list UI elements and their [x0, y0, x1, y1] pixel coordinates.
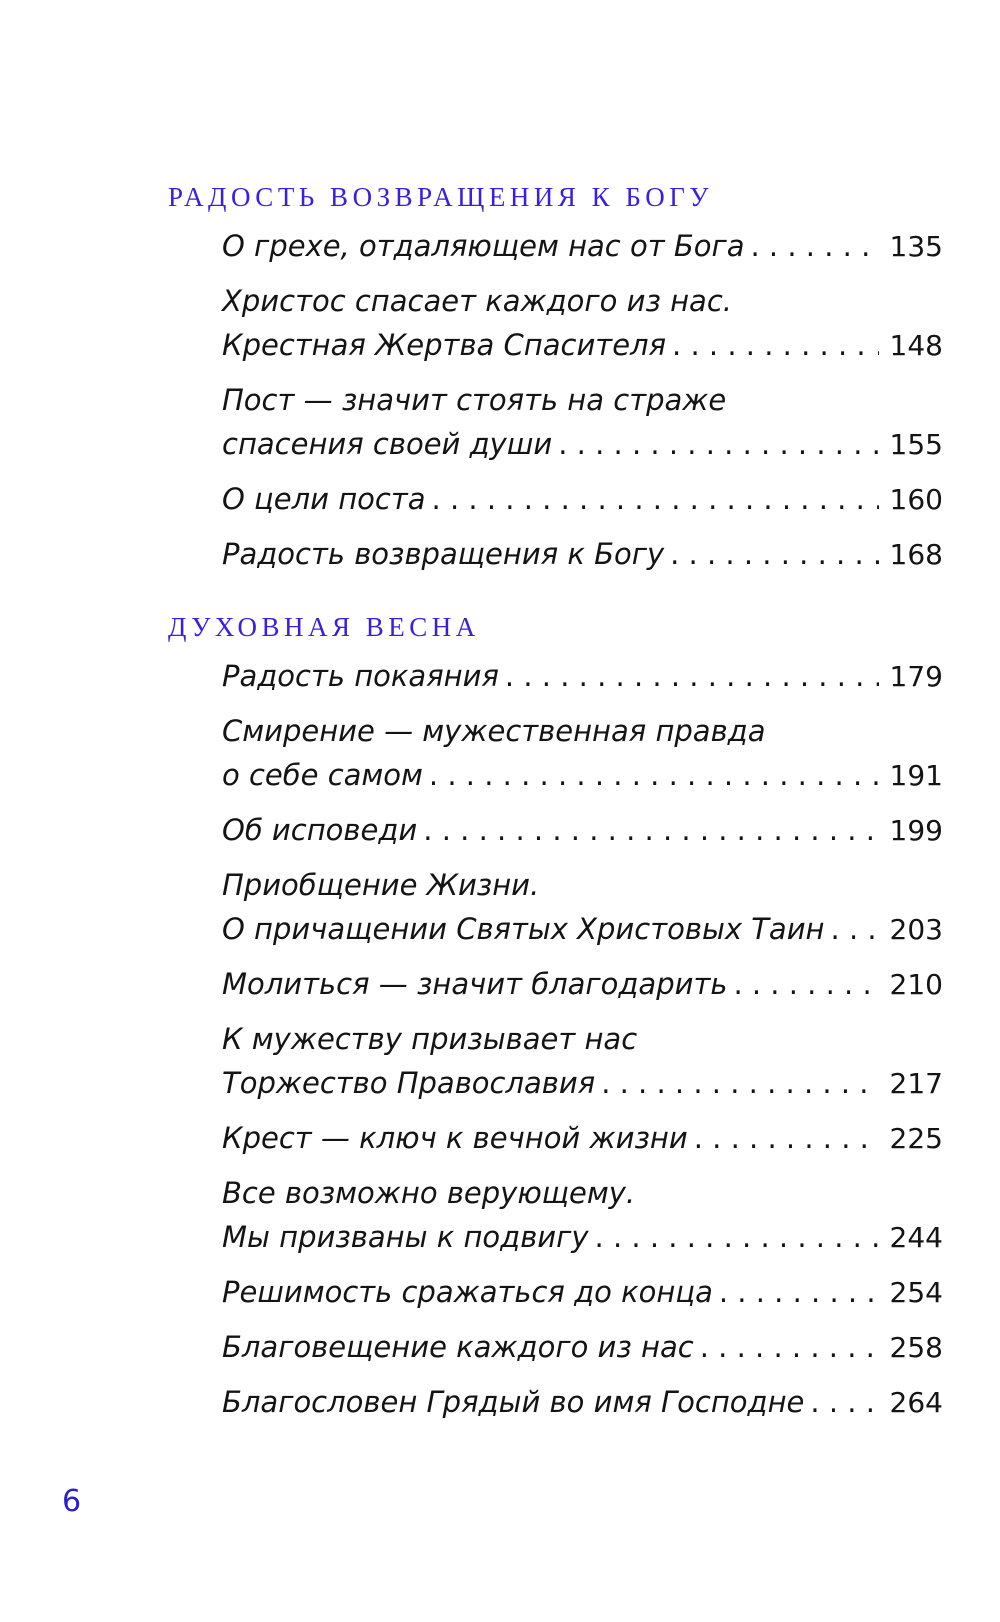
toc-entry-title: спасения своей души — [222, 427, 553, 461]
toc-entry-page-number: 179 — [889, 660, 943, 693]
toc-entry-title: О грехе, отдаляющем нас от Бога — [222, 229, 745, 263]
toc-entry-page-number: 264 — [889, 1386, 943, 1419]
toc-entry-title-line: К мужеству призывает нас — [222, 1022, 638, 1056]
toc-entry — [222, 378, 943, 467]
toc-entry — [222, 224, 943, 269]
page-number: 6 — [62, 1484, 82, 1519]
toc-entry-title: Благословен Грядый во имя Господне — [222, 1385, 805, 1419]
toc-entry-line — [222, 224, 943, 269]
toc-entry-title: О причащении Святых Христовых Таин — [222, 912, 825, 946]
dot-leader — [558, 422, 879, 466]
toc-entry-title: Радость покаяния — [222, 659, 499, 693]
dot-leader — [694, 1116, 879, 1160]
dot-leader — [672, 323, 879, 367]
toc-entry — [222, 532, 943, 577]
toc-entry-title-line: Приобщение Жизни. — [222, 868, 540, 902]
toc-entry — [222, 1270, 943, 1315]
toc-entry-title: о себе самом — [222, 758, 423, 792]
toc-entry-page-number: 258 — [889, 1331, 943, 1364]
toc-entry-line — [222, 907, 943, 952]
toc-entry — [222, 1380, 943, 1425]
section-heading: ДУХОВНАЯ ВЕСНА — [168, 612, 480, 642]
toc-entry — [222, 1171, 943, 1260]
toc-entry-line — [222, 1380, 943, 1425]
toc-entry-title: Молиться — значит благодарить — [222, 967, 728, 1001]
toc-entry-page-number: 217 — [889, 1067, 943, 1100]
dot-leader — [601, 1061, 879, 1105]
toc-entry-list — [222, 654, 943, 1425]
dot-leader — [719, 1270, 879, 1314]
toc-entry-page-number: 160 — [889, 483, 943, 516]
dot-leader — [432, 477, 879, 521]
toc-entry-page-number: 168 — [889, 538, 943, 571]
toc-entry — [222, 477, 943, 522]
dot-leader — [429, 753, 879, 797]
toc-entry-title: Крестная Жертва Спасителя — [222, 328, 667, 362]
toc-entry — [222, 1116, 943, 1161]
toc-section-2 — [168, 610, 943, 1425]
toc-entry-page-number: 199 — [889, 814, 943, 847]
toc-entry-line — [222, 1270, 943, 1315]
toc-entry-line — [222, 1215, 943, 1260]
toc-entry-line — [222, 1325, 943, 1370]
toc-entry-line — [222, 654, 943, 699]
toc-entry — [222, 808, 943, 853]
dot-leader — [700, 1325, 879, 1369]
toc-entry-title: Радость возвращения к Богу — [222, 537, 665, 571]
toc-entry-page-number: 254 — [889, 1276, 943, 1309]
toc-entry-title-line: Все возможно верующему. — [222, 1176, 636, 1210]
toc-entry-page-number: 203 — [889, 913, 943, 946]
toc-entry-title: Благовещение каждого из нас — [222, 1330, 694, 1364]
toc-entry — [222, 709, 943, 798]
toc-entry-title: Крест — ключ к вечной жизни — [222, 1121, 688, 1155]
toc-entry-title-line: Христос спасает каждого из нас. — [222, 284, 732, 318]
toc-entry-page-number: 135 — [889, 230, 943, 263]
dot-leader — [670, 532, 879, 576]
toc-entry-line — [222, 962, 943, 1007]
toc-entry-line — [222, 323, 943, 368]
toc-entry-page-number: 148 — [889, 329, 943, 362]
toc-entry-title: Решимость сражаться до конца — [222, 1275, 713, 1309]
toc-entry-line — [222, 532, 943, 577]
toc-entry-page-number: 191 — [889, 759, 943, 792]
dot-leader — [831, 907, 879, 951]
dot-leader — [750, 224, 879, 268]
toc-entry-line — [222, 422, 943, 467]
toc-entry-page-number: 210 — [889, 968, 943, 1001]
toc-entry — [222, 1017, 943, 1106]
dot-leader — [810, 1380, 879, 1424]
toc-entry-title-line: Пост — значит стоять на страже — [222, 383, 727, 417]
toc-entry-line — [222, 1116, 943, 1161]
toc-entry — [222, 863, 943, 952]
toc-section-1 — [168, 180, 943, 577]
toc-entry-line — [222, 1061, 943, 1106]
dot-leader — [423, 808, 879, 852]
toc-entry-title: Об исповеди — [222, 813, 418, 847]
toc-entry-title: Мы призваны к подвигу — [222, 1220, 589, 1254]
toc-entry — [222, 1325, 943, 1370]
toc-entry-list — [222, 224, 943, 577]
toc-entry-line — [222, 808, 943, 853]
toc-entry — [222, 279, 943, 368]
toc-entry-page-number: 244 — [889, 1221, 943, 1254]
toc-entry-title: О цели поста — [222, 482, 426, 516]
toc-entry-title: Торжество Православия — [222, 1066, 596, 1100]
toc-entry-line — [222, 477, 943, 522]
dot-leader — [595, 1215, 879, 1259]
toc-entry-title-line: Смирение — мужественная правда — [222, 714, 766, 748]
toc-entry-line — [222, 753, 943, 798]
dot-leader — [733, 962, 879, 1006]
toc-entry-page-number: 225 — [889, 1122, 943, 1155]
dot-leader — [505, 654, 879, 698]
section-heading: РАДОСТЬ ВОЗВРАЩЕНИЯ К БОГУ — [168, 182, 713, 212]
toc-entry — [222, 962, 943, 1007]
toc-entry — [222, 654, 943, 699]
toc-entry-page-number: 155 — [889, 428, 943, 461]
